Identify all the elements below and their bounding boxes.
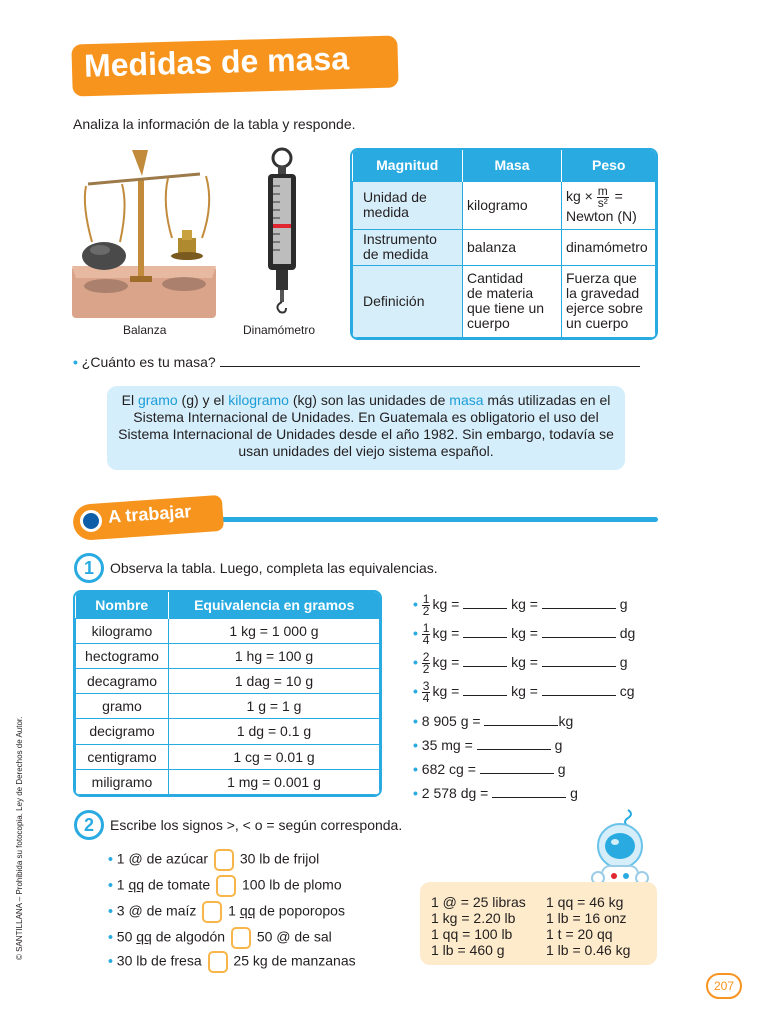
fraction: $\frac{m}{\text{s²}}$: [597, 184, 608, 210]
answer-blank[interactable]: [542, 637, 616, 638]
table-cell: Cantidad de materia que tiene un cuerpo: [463, 265, 562, 338]
section-divider: [210, 517, 658, 522]
table-row: centigramo 1 cg = 0.01 g: [76, 744, 380, 769]
page-number: 207: [706, 973, 742, 999]
answer-blank[interactable]: [542, 608, 616, 609]
intro-text: Analiza la información de la tabla y responde.: [73, 116, 356, 132]
table-cell: Unidad de medida: [353, 181, 463, 229]
answer-box[interactable]: [202, 901, 222, 923]
table-cell: balanza: [463, 229, 562, 265]
answer-blank[interactable]: [484, 725, 558, 726]
answer-blank[interactable]: [477, 749, 551, 750]
equivalence-item: • 35 mg = g: [413, 737, 563, 753]
equivalence-item: • 2 578 dg = g: [413, 785, 578, 801]
equivalence-item: • $\frac{1}{4}$ kg = kg = dg: [413, 621, 636, 647]
answer-blank[interactable]: [463, 666, 507, 667]
comparison-item: • 30 lb de fresa 25 kg de manzanas: [108, 951, 356, 973]
exercise-number: 1: [74, 553, 104, 583]
answer-blank[interactable]: [542, 695, 616, 696]
answer-box[interactable]: [231, 927, 251, 949]
answer-blank[interactable]: [480, 773, 554, 774]
dynamometer-label: Dinamómetro: [243, 323, 316, 337]
answer-blank[interactable]: [463, 695, 507, 696]
table-row: [353, 265, 656, 338]
astronaut-mascot-image: [588, 808, 652, 890]
answer-blank[interactable]: [463, 608, 507, 609]
section-title: A trabajar: [107, 501, 192, 527]
comparison-item: • 1 @ de azúcar 30 lb de frijol: [108, 849, 319, 871]
table-row: gramo 1 g = 1 g: [76, 694, 380, 719]
table-row: kilogramo 1 kg = 1 000 g: [76, 618, 380, 643]
table-header: Masa: [463, 150, 562, 181]
comparison-item: • 3 @ de maíz 1 qq de poporopos: [108, 901, 345, 923]
table-header: Equivalencia en gramos: [169, 592, 380, 618]
table-cell: dinamómetro: [562, 229, 656, 265]
table-row: decagramo 1 dag = 10 g: [76, 669, 380, 694]
exercise-number: 2: [74, 810, 104, 840]
balance-image: [72, 146, 220, 322]
table-cell: Instrumento de medida: [353, 229, 463, 265]
equivalence-table: [73, 590, 382, 797]
units-reference-box: 1 @ = 25 libras 1 kg = 2.20 lb 1 qq = 100 lb 1 lb = 460 g 1 qq = 46 kg 1 lb = 16 onz 1 t = 20 qq 1 lb = 0.46 kg: [420, 882, 657, 965]
table-row: [353, 181, 656, 229]
info-box: El gramo (g) y el kilogramo (kg) son las unidades de masa más utilizadas en el Sistema Internacional de Unidades. En Guatemala es obligatorio el uso del Sistema Internacional de Unidades desde el año 1982. Sin embargo, todavía se usan unidades del viejo sistema español.: [107, 386, 625, 470]
table-row: hectogramo 1 hg = 100 g: [76, 643, 380, 668]
answer-box[interactable]: [208, 951, 228, 973]
answer-box[interactable]: [216, 875, 236, 897]
page-title: Medidas de masa: [83, 40, 350, 84]
table-cell: kilogramo: [463, 181, 562, 229]
comparison-item: • 1 qq de tomate 100 lb de plomo: [108, 875, 342, 897]
balance-label: Balanza: [123, 323, 167, 337]
dynamometer-image: [262, 146, 302, 316]
table-header: Nombre: [76, 592, 169, 618]
table-row: miligramo 1 mg = 0.001 g: [76, 769, 380, 794]
mass-question: • ¿Cuánto es tu masa?: [73, 354, 640, 370]
equivalence-item: • $\frac{2}{2}$ kg = kg = g: [413, 650, 628, 676]
mass-weight-table: [350, 148, 658, 340]
table-cell: Definición: [353, 265, 463, 338]
equivalence-item: • $\frac{1}{2}$ kg = kg = g: [413, 592, 628, 618]
equivalence-item: • 682 cg = g: [413, 761, 566, 777]
equivalence-item: • 8 905 g = kg: [413, 713, 574, 729]
exercise-instruction: Escribe los signos >, < o = según corresponda.: [110, 817, 403, 833]
table-cell: kg × $\frac{m}{\text{s²}}$ = Newton (N): [562, 181, 656, 229]
table-header: Magnitud: [353, 150, 463, 181]
answer-box[interactable]: [214, 849, 234, 871]
comparison-item: • 50 qq de algodón 50 @ de sal: [108, 927, 332, 949]
exercise-instruction: Observa la tabla. Luego, completa las equivalencias.: [110, 560, 438, 576]
table-cell: Fuerza que la gravedad ejerce sobre un cuerpo: [562, 265, 656, 338]
equivalence-item: • $\frac{3}{4}$ kg = kg = cg: [413, 679, 635, 705]
table-row: decigramo 1 dg = 0.1 g: [76, 719, 380, 744]
answer-blank[interactable]: [542, 666, 616, 667]
table-header: Peso: [562, 150, 656, 181]
answer-blank[interactable]: [463, 637, 507, 638]
answer-line[interactable]: [220, 366, 640, 367]
section-circle-icon: [80, 510, 102, 532]
answer-blank[interactable]: [492, 797, 566, 798]
copyright-notice: © SANTILLANA – Prohibida su fotocopia. Ley de Derechos de Autor.: [15, 716, 24, 960]
table-row: [353, 229, 656, 265]
bullet-icon: •: [73, 354, 78, 370]
